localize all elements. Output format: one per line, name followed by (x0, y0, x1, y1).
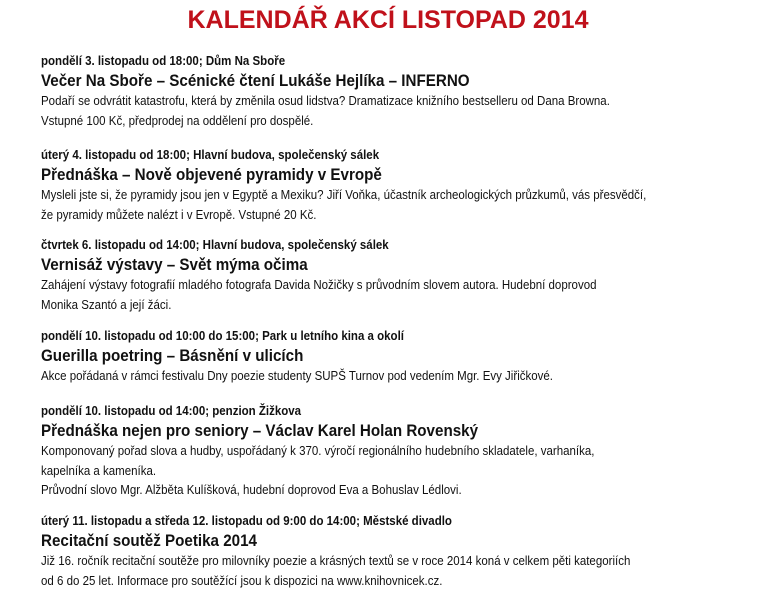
event-description-line: kapelníka a kameníka. (41, 463, 157, 478)
event-description-line: Akce pořádaná v rámci festivalu Dny poezie studenty SUPŠ Turnov pod vedením Mgr. Evy Jiřičkové. (41, 369, 553, 383)
event-description (41, 442, 594, 501)
event-date-location: čtvrtek 6. listopadu od 14:00; Hlavní budova, společenský sálek (41, 238, 389, 252)
event-title: Přednáška – Nově objevené pyramidy v Evropě (41, 166, 382, 184)
event-title: Večer Na Sboře – Scénické čtení Lukáše Hejlíka – INFERNO (41, 72, 470, 90)
event-date-location: pondělí 10. listopadu od 10:00 do 15:00; Park u letního kina a okolí (41, 329, 404, 343)
event-item (41, 236, 645, 315)
event-description-line: Průvodní slovo Mgr. Alžběta Kulíšková, hudební doprovod Eva a Bohuslav Lédlovi. (41, 483, 462, 497)
event-description (41, 92, 610, 131)
event-description-line: od 6 do 25 let. Informace pro soutěžící jsou k dispozici na www.knihovnicek.cz. (41, 573, 443, 588)
event-title: Vernisáž výstavy – Svět mýma očima (41, 256, 308, 274)
event-item (41, 52, 659, 131)
event-description-line: Monika Szantó a její žáci. (41, 297, 172, 312)
event-title: Přednáška nejen pro seniory – Václav Karel Holan Rovenský (41, 422, 479, 440)
event-description-line: Již 16. ročník recitační soutěže pro milovníky poezie a krásných textů se v roce 2014 koná v celkem pěti kategoriích (41, 554, 631, 568)
event-description (41, 552, 630, 591)
event-item (41, 146, 699, 225)
event-description-line: Komponovaný pořad slova a hudby, uspořádaný k 370. výročí regionálního hudebního skladatele, varhaníka, (41, 444, 595, 458)
event-description (41, 367, 553, 387)
event-description-line: Mysleli jste si, že pyramidy jsou jen v Egyptě a Mexiku? Jiří Voňka, účastník archeologických průzkumů, vás přesvědčí, (41, 188, 647, 202)
event-description (41, 276, 596, 315)
event-item (41, 512, 682, 591)
page-title: KALENDÁŘ AKCÍ LISTOPAD 2014 (187, 6, 589, 34)
event-date-location: pondělí 3. listopadu od 18:00; Dům Na Sboře (41, 54, 286, 68)
event-description-line: Podaří se odvrátit katastrofu, která by změnila osud lidstva? Dramatizace knižního bestselleru od Dana Browna. (41, 94, 610, 108)
event-description-line: Vstupné 100 Kč, předprodej na oddělení pro dospělé. (41, 113, 314, 128)
event-description-line: že pyramidy můžete nalézt i v Evropě. Vstupné 20 Kč. (41, 207, 317, 222)
event-item (41, 327, 598, 387)
event-date-location: úterý 11. listopadu a středa 12. listopadu od 9:00 do 14:00; Městské divadlo (41, 514, 452, 528)
event-date-location: úterý 4. listopadu od 18:00; Hlavní budova, společenský sálek (41, 148, 380, 162)
event-title: Recitační soutěž Poetika 2014 (41, 532, 257, 550)
event-item (41, 402, 643, 501)
event-date-location: pondělí 10. listopadu od 14:00; penzion Žižkova (41, 404, 302, 418)
event-title: Guerilla poetring – Básnění v ulicích (41, 347, 304, 365)
event-description-line: Zahájení výstavy fotografií mladého fotografa Davida Nožičky s průvodním slovem autora. Hudební doprovod (41, 278, 597, 292)
event-description (41, 186, 646, 225)
